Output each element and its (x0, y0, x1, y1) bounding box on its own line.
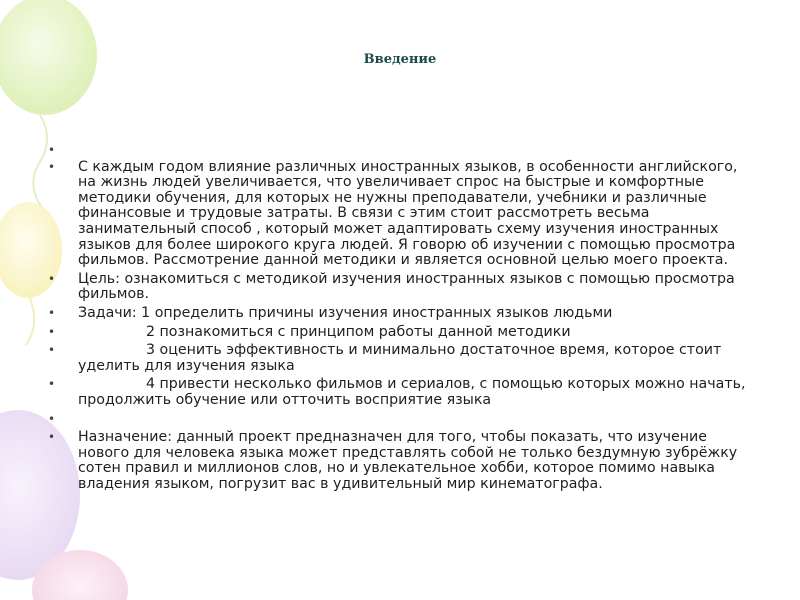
bullet-item-task-4: • 4 привести несколько фильмов и сериалов, с помощью которых можно начать, продолжить обучение или отточить восприятие языка (48, 377, 748, 408)
slide-title: Введение (363, 52, 437, 67)
slide-bullet-list (48, 143, 748, 492)
bullet-item-task-3: • 3 оценить эффективность и минимально достаточное время, которое стоит уделить для изучения языка (48, 343, 748, 374)
bullet-item-goal: • Цель: ознакомиться с методикой изучения иностранных языков с помощью просмотра фильмов. (48, 272, 748, 303)
bullet-item-intro: • С каждым годом влияние различных иностранных языков, в особенности английского, на жизнь людей увеличивается, что увеличивает спрос на быстрые и комфортные методики обучения, для которых не нужны преподаватели, учебники и различные финансовые и трудовые затраты. В связи с этим стоит рассмотреть весьма занимательный способ , который может адаптировать схему изучения иностранных языков для более широкого круга людей. Я говорю об изучении с помощью просмотра фильмов. Рассмотрение данной методики и является основной целью моего проекта. (48, 160, 748, 269)
bullet-item-empty (48, 143, 748, 159)
bullet-item-task-2: • 2 познакомиться с принципом работы данной методики (48, 325, 748, 341)
bullet-item-purpose: • Назначение: данный проект предназначен для того, чтобы показать, что изучение нового для человека языка может представлять собой не только бездумную зубрёжку сотен правил и миллионов слов, но и увлекательное хобби, которое помимо навыка владения языком, погрузит вас в удивительный мир кинематографа. (48, 430, 748, 492)
bullet-item-tasks: • Задачи: 1 определить причины изучения иностранных языков людьми (48, 306, 748, 322)
bullet-item-empty (48, 412, 748, 428)
